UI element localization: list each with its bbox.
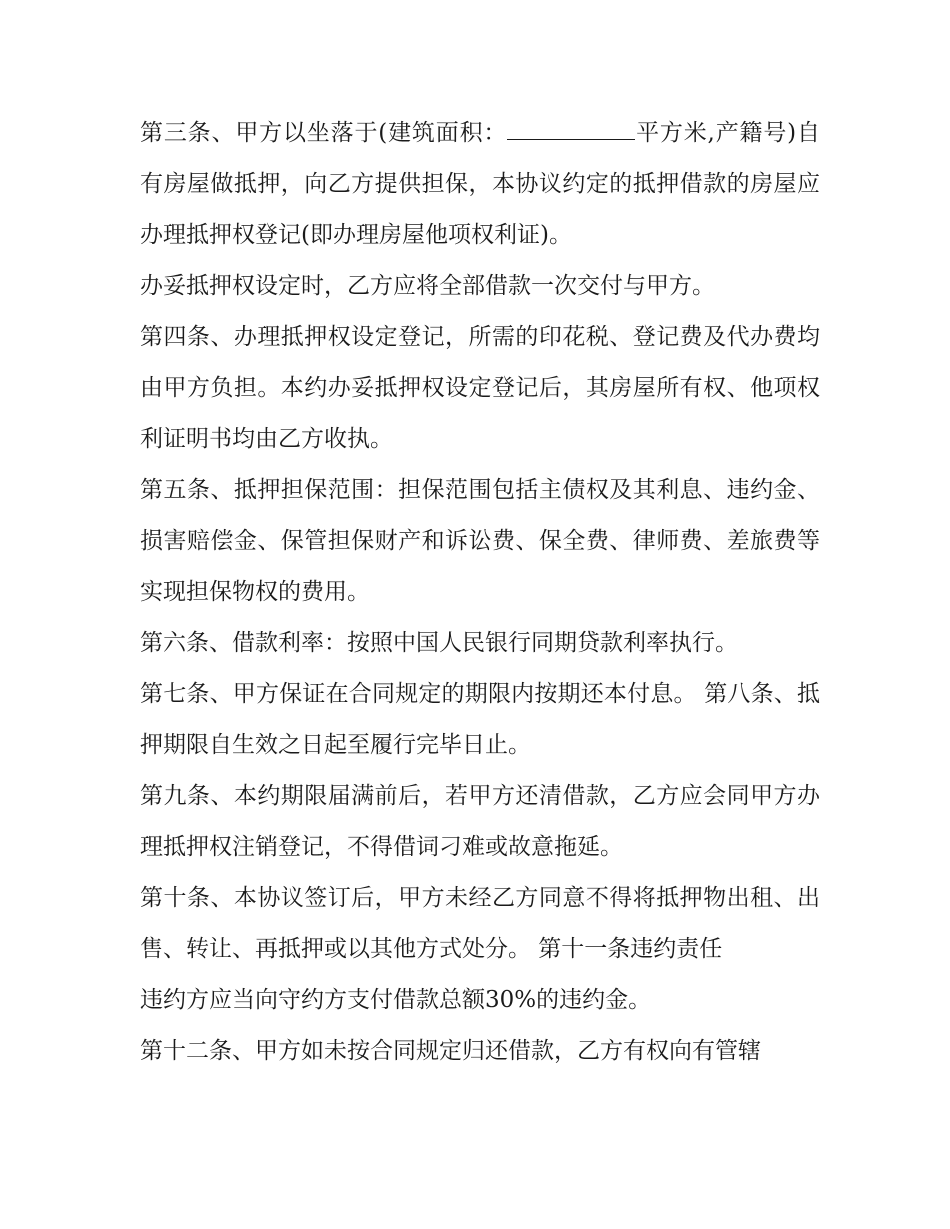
clause-4: 第四条、办理抵押权设定登记，所需的印花税、登记费及代办费均由甲方负担。本约办妥抵押权设定登记后，其房屋所有权、他项权利证明书均由乙方收执。: [140, 324, 820, 452]
clause-7-8: 第七条、甲方保证在合同规定的期限内按期还本付息。 第八条、抵押期限自生效之日起至履行完毕日止。: [140, 681, 820, 758]
clause-3-text-after: 平方米,产籍号)自有房屋做抵押，向乙方提供担保，本协议约定的抵押借款的房屋应办理抵押权登记(即办理房屋他项权利证)。: [140, 120, 820, 248]
clause-6: 第六条、借款利率：按照中国人民银行同期贷款利率执行。: [140, 630, 738, 656]
contract-body: [140, 108, 820, 1077]
clause-5: 第五条、抵押担保范围：担保范围包括主债权及其利息、违约金、损害赔偿金、保管担保财产和诉讼费、保全费、律师费、差旅费等实现担保物权的费用。: [140, 477, 820, 605]
clause-9: 第九条、本约期限届满前后，若甲方还清借款，乙方应会同甲方办理抵押权注销登记，不得借词刁难或故意拖延。: [140, 783, 820, 860]
clause-10-11: 第十条、本协议签订后，甲方未经乙方同意不得将抵押物出租、出售、转让、再抵押或以其他方式处分。 第十一条违约责任: [140, 885, 820, 962]
clause-3: [140, 108, 820, 261]
clause-3-delivery: 办妥抵押权设定时，乙方应将全部借款一次交付与甲方。: [140, 273, 715, 299]
clause-3-text-before: 第三条、甲方以坐落于(建筑面积：: [140, 120, 508, 146]
area-blank-field: [507, 119, 635, 140]
clause-12: 第十二条、甲方如未按合同规定归还借款，乙方有权向有管辖: [140, 1038, 761, 1064]
breach-penalty: 违约方应当向守约方支付借款总额30%的违约金。: [140, 987, 652, 1013]
